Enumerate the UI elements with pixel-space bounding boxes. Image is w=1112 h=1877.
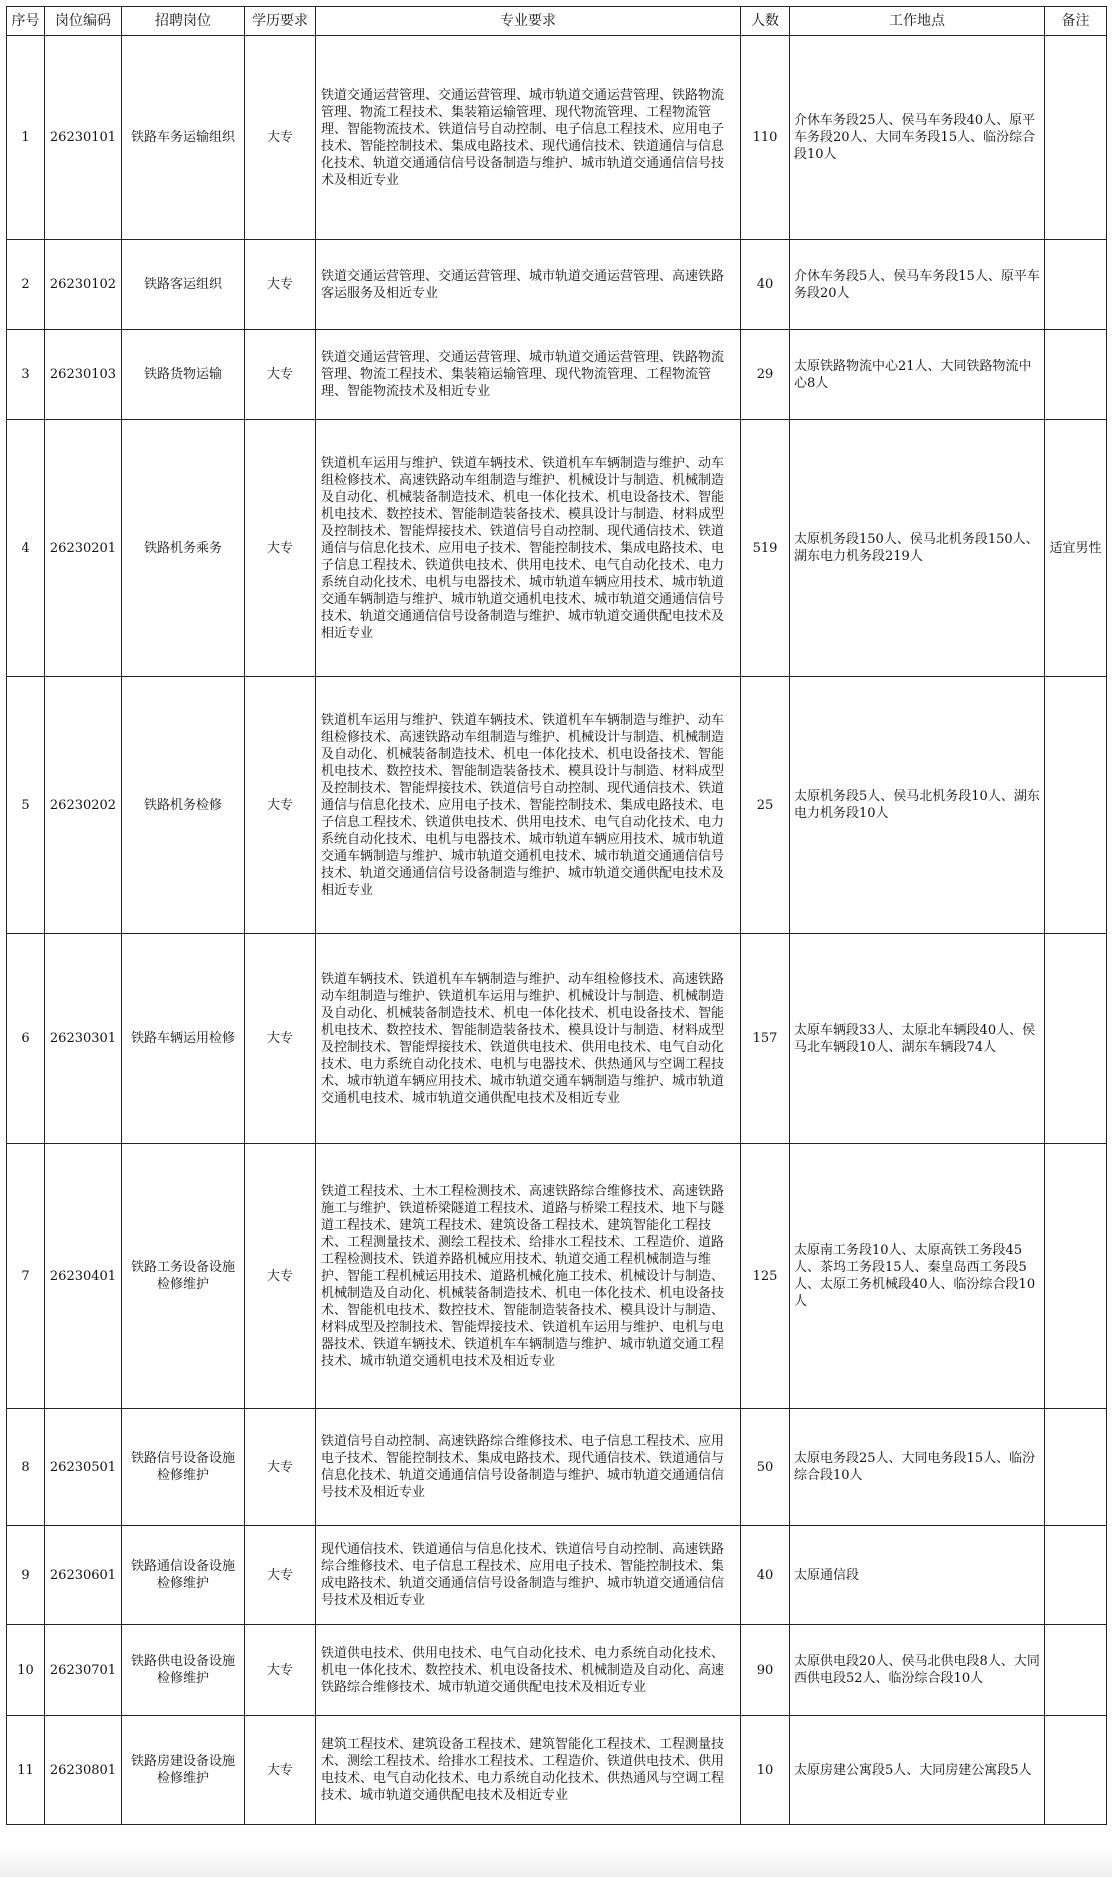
row-code: 26230601 xyxy=(45,1526,122,1625)
header-count: 人数 xyxy=(741,7,790,36)
row-index: 10 xyxy=(7,1625,45,1716)
row-location: 介休车务段5人、侯马车务段15人、原平车务段20人 xyxy=(790,240,1045,330)
row-position: 铁路客运组织 xyxy=(122,240,245,330)
row-index: 4 xyxy=(7,420,45,677)
row-code: 26230101 xyxy=(45,36,122,240)
table-row xyxy=(7,330,1107,420)
row-position: 铁路信号设备设施检修维护 xyxy=(122,1409,245,1526)
row-major: 铁道机车运用与维护、铁道车辆技术、铁道机车车辆制造与维护、动车组检修技术、高速铁路动车组制造与维护、机械设计与制造、机械制造及自动化、机械装备制造技术、机电一体化技术、机电设备技术、智能机电技术、数控技术、智能制造装备技术、模具设计与制造、材料成型及控制技术、智能焊接技术、铁道信号自动控制、现代通信技术、铁道通信与信息化技术、应用电子技术、智能控制技术、集成电路技术、电子信息工程技术、铁道供电技术、供用电技术、电气自动化技术、电力系统自动化技术、电机与电器技术、城市轨道车辆应用技术、城市轨道交通车辆制造与维护、城市轨道交通机电技术、城市轨道交通通信信号技术、轨道交通通信信号设备制造与维护、城市轨道交通供配电技术及相近专业 xyxy=(316,677,741,934)
row-location: 太原供电段20人、侯马北供电段8人、大同西供电段52人、临汾综合段10人 xyxy=(790,1625,1045,1716)
row-education: 大专 xyxy=(245,1625,316,1716)
header-major: 专业要求 xyxy=(316,7,741,36)
row-note xyxy=(1045,330,1107,420)
row-education: 大专 xyxy=(245,1144,316,1409)
row-code: 26230102 xyxy=(45,240,122,330)
row-note xyxy=(1045,1716,1107,1825)
header-position: 招聘岗位 xyxy=(122,7,245,36)
row-major: 铁道交通运营管理、交通运营管理、城市轨道交通运营管理、铁路物流管理、物流工程技术、集装箱运输管理、现代物流管理、工程物流管理、智能物流技术、铁道信号自动控制、电子信息工程技术、应用电子技术、智能控制技术、集成电路技术、现代通信技术、铁道通信与信息化技术、轨道交通通信信号设备制造与维护、城市轨道交通通信信号技术及相近专业 xyxy=(316,36,741,240)
row-location: 太原车辆段33人、太原北车辆段40人、侯马北车辆段10人、湖东车辆段74人 xyxy=(790,934,1045,1144)
row-count: 29 xyxy=(741,330,790,420)
row-location: 太原机务段150人、侯马北机务段150人、湖东电力机务段219人 xyxy=(790,420,1045,677)
row-position: 铁路工务设备设施检修维护 xyxy=(122,1144,245,1409)
table-row xyxy=(7,1144,1107,1409)
row-major: 铁道工程技术、土木工程检测技术、高速铁路综合维修技术、高速铁路施工与维护、铁道桥梁隧道工程技术、道路与桥梁工程技术、地下与隧道工程技术、建筑工程技术、建筑设备工程技术、建筑智能化工程技术、工程测量技术、测绘工程技术、给排水工程技术、工程造价、道路工程检测技术、铁道养路机械应用技术、轨道交通工程机械制造与维护、智能工程机械运用技术、道路机械化施工技术、机械设计与制造、机械制造及自动化、机械装备制造技术、机电一体化技术、机电设备技术、智能机电技术、数控技术、智能制造装备技术、模具设计与制造、材料成型及控制技术、智能焊接技术、铁道机车运用与维护、电机与电器技术、铁道车辆技术、铁道机车车辆制造与维护、城市轨道交通工程技术、城市轨道交通机电技术及相近专业 xyxy=(316,1144,741,1409)
row-position: 铁路供电设备设施检修维护 xyxy=(122,1625,245,1716)
row-major: 建筑工程技术、建筑设备工程技术、建筑智能化工程技术、工程测量技术、测绘工程技术、给排水工程技术、工程造价、铁道供电技术、供用电技术、电气自动化技术、电力系统自动化技术、供热通风与空调工程技术、城市轨道交通供配电技术及相近专业 xyxy=(316,1716,741,1825)
row-position: 铁路机务乘务 xyxy=(122,420,245,677)
row-count: 40 xyxy=(741,1526,790,1625)
row-major: 铁道交通运营管理、交通运营管理、城市轨道交通运营管理、高速铁路客运服务及相近专业 xyxy=(316,240,741,330)
row-education: 大专 xyxy=(245,240,316,330)
row-code: 26230201 xyxy=(45,420,122,677)
row-position: 铁路货物运输 xyxy=(122,330,245,420)
row-note xyxy=(1045,1144,1107,1409)
row-location: 太原南工务段10人、太原高铁工务段45人、茶坞工务段15人、秦皇岛西工务段5人、太原工务机械段40人、临汾综合段10人 xyxy=(790,1144,1045,1409)
row-major: 铁道信号自动控制、高速铁路综合维修技术、电子信息工程技术、应用电子技术、智能控制技术、集成电路技术、现代通信技术、铁道通信与信息化技术、轨道交通通信信号设备制造与维护、城市轨道交通通信信号技术及相近专业 xyxy=(316,1409,741,1526)
row-count: 125 xyxy=(741,1144,790,1409)
row-position: 铁路通信设备设施检修维护 xyxy=(122,1526,245,1625)
row-major: 铁道交通运营管理、交通运营管理、城市轨道交通运营管理、铁路物流管理、物流工程技术、集装箱运输管理、现代物流管理、工程物流管理、智能物流技术及相近专业 xyxy=(316,330,741,420)
row-note xyxy=(1045,240,1107,330)
row-education: 大专 xyxy=(245,1409,316,1526)
row-note xyxy=(1045,36,1107,240)
row-position: 铁路房建设备设施检修维护 xyxy=(122,1716,245,1825)
table-row xyxy=(7,1409,1107,1526)
row-code: 26230202 xyxy=(45,677,122,934)
row-code: 26230103 xyxy=(45,330,122,420)
row-position: 铁路机务检修 xyxy=(122,677,245,934)
row-education: 大专 xyxy=(245,36,316,240)
row-major: 现代通信技术、铁道通信与信息化技术、铁道信号自动控制、高速铁路综合维修技术、电子信息工程技术、应用电子技术、智能控制技术、集成电路技术、轨道交通通信信号设备制造与维护、城市轨道交通通信信号技术及相近专业 xyxy=(316,1526,741,1625)
row-position: 铁路车辆运用检修 xyxy=(122,934,245,1144)
row-code: 26230501 xyxy=(45,1409,122,1526)
row-education: 大专 xyxy=(245,1526,316,1625)
row-education: 大专 xyxy=(245,677,316,934)
row-major: 铁道供电技术、供用电技术、电气自动化技术、电力系统自动化技术、机电一体化技术、数控技术、机电设备技术、机械制造及自动化、高速铁路综合维修技术、城市轨道交通供配电技术及相近专业 xyxy=(316,1625,741,1716)
row-code: 26230701 xyxy=(45,1625,122,1716)
row-note xyxy=(1045,934,1107,1144)
row-count: 110 xyxy=(741,36,790,240)
row-location: 太原通信段 xyxy=(790,1526,1045,1625)
row-count: 25 xyxy=(741,677,790,934)
table-row xyxy=(7,677,1107,934)
row-index: 11 xyxy=(7,1716,45,1825)
header-note: 备注 xyxy=(1045,7,1107,36)
table-row xyxy=(7,240,1107,330)
row-index: 6 xyxy=(7,934,45,1144)
table-row xyxy=(7,420,1107,677)
table-row xyxy=(7,1716,1107,1825)
row-note xyxy=(1045,1409,1107,1526)
row-note xyxy=(1045,677,1107,934)
row-education: 大专 xyxy=(245,934,316,1144)
row-count: 40 xyxy=(741,240,790,330)
table-row xyxy=(7,934,1107,1144)
row-code: 26230401 xyxy=(45,1144,122,1409)
row-location: 太原铁路物流中心21人、大同铁路物流中心8人 xyxy=(790,330,1045,420)
row-count: 157 xyxy=(741,934,790,1144)
recruitment-table xyxy=(6,6,1107,1825)
row-location: 太原房建公寓段5人、大同房建公寓段5人 xyxy=(790,1716,1045,1825)
row-count: 519 xyxy=(741,420,790,677)
header-index: 序号 xyxy=(7,7,45,36)
row-position: 铁路车务运输组织 xyxy=(122,36,245,240)
header-code: 岗位编码 xyxy=(45,7,122,36)
row-index: 9 xyxy=(7,1526,45,1625)
row-note: 适宜男性 xyxy=(1045,420,1107,677)
bottom-fade xyxy=(0,1850,1112,1877)
row-education: 大专 xyxy=(245,330,316,420)
row-index: 7 xyxy=(7,1144,45,1409)
row-education: 大专 xyxy=(245,1716,316,1825)
row-education: 大专 xyxy=(245,420,316,677)
row-note xyxy=(1045,1625,1107,1716)
row-index: 2 xyxy=(7,240,45,330)
table-row xyxy=(7,36,1107,240)
row-index: 3 xyxy=(7,330,45,420)
row-index: 5 xyxy=(7,677,45,934)
row-location: 介休车务段25人、侯马车务段40人、原平车务段20人、大同车务段15人、临汾综合段10人 xyxy=(790,36,1045,240)
row-count: 10 xyxy=(741,1716,790,1825)
row-code: 26230801 xyxy=(45,1716,122,1825)
header-row xyxy=(7,7,1107,36)
header-location: 工作地点 xyxy=(790,7,1045,36)
row-note xyxy=(1045,1526,1107,1625)
row-index: 8 xyxy=(7,1409,45,1526)
table-row xyxy=(7,1625,1107,1716)
row-index: 1 xyxy=(7,36,45,240)
row-count: 50 xyxy=(741,1409,790,1526)
row-location: 太原电务段25人、大同电务段15人、临汾综合段10人 xyxy=(790,1409,1045,1526)
row-count: 90 xyxy=(741,1625,790,1716)
header-education: 学历要求 xyxy=(245,7,316,36)
row-location: 太原机务段5人、侯马北机务段10人、湖东电力机务段10人 xyxy=(790,677,1045,934)
row-major: 铁道机车运用与维护、铁道车辆技术、铁道机车车辆制造与维护、动车组检修技术、高速铁路动车组制造与维护、机械设计与制造、机械制造及自动化、机械装备制造技术、机电一体化技术、机电设备技术、智能机电技术、数控技术、智能制造装备技术、模具设计与制造、材料成型及控制技术、智能焊接技术、铁道信号自动控制、现代通信技术、铁道通信与信息化技术、应用电子技术、智能控制技术、集成电路技术、电子信息工程技术、铁道供电技术、供用电技术、电气自动化技术、电力系统自动化技术、电机与电器技术、城市轨道车辆应用技术、城市轨道交通车辆制造与维护、城市轨道交通机电技术、城市轨道交通通信信号技术、轨道交通通信信号设备制造与维护、城市轨道交通供配电技术及相近专业 xyxy=(316,420,741,677)
table-row xyxy=(7,1526,1107,1625)
row-code: 26230301 xyxy=(45,934,122,1144)
row-major: 铁道车辆技术、铁道机车车辆制造与维护、动车组检修技术、高速铁路动车组制造与维护、铁道机车运用与维护、机械设计与制造、机械制造及自动化、机械装备制造技术、机电一体化技术、机电设备技术、智能机电技术、数控技术、智能制造装备技术、模具设计与制造、材料成型及控制技术、智能焊接技术、铁道供电技术、供用电技术、电气自动化技术、电力系统自动化技术、电机与电器技术、供热通风与空调工程技术、城市轨道车辆应用技术、城市轨道交通车辆制造与维护、城市轨道交通机电技术、城市轨道交通供配电技术及相近专业 xyxy=(316,934,741,1144)
